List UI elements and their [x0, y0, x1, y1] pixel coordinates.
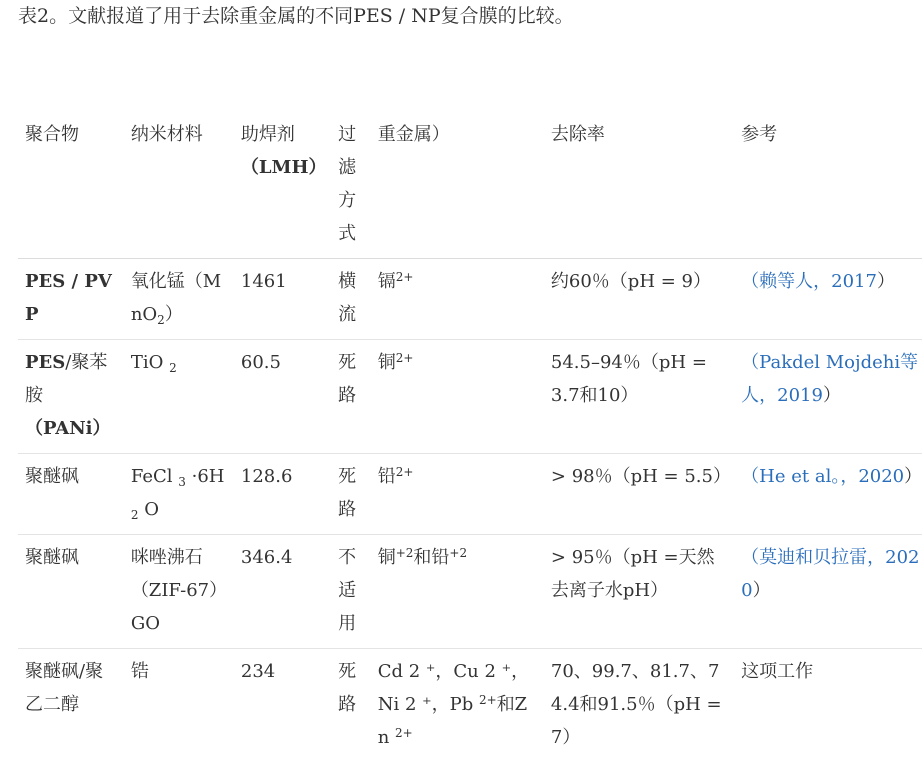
cell-reference[interactable]: （赖等人，2017） — [734, 259, 922, 340]
header-heavy-metal: 重金属） — [371, 112, 544, 259]
cell-heavy-metal: 镉$^{2+}$ — [371, 259, 544, 340]
cell-heavy-metal: 铜$^{2+}$ — [371, 340, 544, 454]
cell-heavy-metal: 铜$^{+2}$和铅$^{+2}$ — [371, 535, 544, 649]
header-flux — [234, 112, 331, 259]
header-flux-unit: （LMH） — [241, 157, 327, 178]
table-row — [18, 340, 922, 454]
cell-heavy-metal: 铅$^{2+}$ — [371, 454, 544, 535]
header-reference: 参考 — [734, 112, 922, 259]
cell-flux: 1461 — [234, 259, 331, 340]
cell-removal-rate: > 95％（pH =天然去离子水pH） — [544, 535, 734, 649]
cell-filtration-mode: 死路 — [331, 340, 371, 454]
table-row — [18, 259, 922, 340]
cell-nanomaterial: 咪唑沸石（ZIF-67）GO — [124, 535, 234, 649]
cell-reference: 这项工作 — [734, 649, 922, 762]
cell-filtration-mode: 横流 — [331, 259, 371, 340]
cell-filtration-mode: 死路 — [331, 454, 371, 535]
reference-link[interactable]: （Pakdel Mojdehi等人，2019 — [741, 352, 918, 406]
table-row — [18, 649, 922, 762]
cell-removal-rate: 70、99.7、81.7、74.4和91.5％（pH = 7） — [544, 649, 734, 762]
cell-flux: 346.4 — [234, 535, 331, 649]
cell-flux: 128.6 — [234, 454, 331, 535]
table-row — [18, 535, 922, 649]
header-flux-label: 助焊剂 — [241, 124, 295, 145]
cell-filtration-mode: 不适用 — [331, 535, 371, 649]
reference-link[interactable]: （He et al。，2020 — [741, 466, 904, 487]
comparison-table — [18, 112, 922, 762]
cell-polymer: PES/聚苯胺 （PANi） — [18, 340, 124, 454]
cell-polymer: 聚醚砜 — [18, 535, 124, 649]
cell-polymer: PES / PVP — [18, 259, 124, 340]
cell-flux: 60.5 — [234, 340, 331, 454]
table-row — [18, 454, 922, 535]
cell-reference[interactable]: （Pakdel Mojdehi等人，2019） — [734, 340, 922, 454]
header-filtration-mode: 过滤方式 — [331, 112, 371, 259]
cell-flux: 234 — [234, 649, 331, 762]
cell-filtration-mode: 死路 — [331, 649, 371, 762]
table-header-row — [18, 112, 922, 259]
cell-removal-rate: 约60％（pH = 9） — [544, 259, 734, 340]
cell-reference[interactable]: （He et al。，2020） — [734, 454, 922, 535]
header-polymer: 聚合物 — [18, 112, 124, 259]
reference-link[interactable]: （莫迪和贝拉雷，2020 — [741, 547, 919, 601]
cell-polymer: 聚醚砜/聚乙二醇 — [18, 649, 124, 762]
cell-reference[interactable]: （莫迪和贝拉雷，2020） — [734, 535, 922, 649]
cell-removal-rate: > 98％（pH = 5.5） — [544, 454, 734, 535]
cell-heavy-metal: Cd 2 ⁺，Cu 2 ⁺，Ni 2 ⁺，Pb $^{2+}$和Zn $^{2+}$ — [371, 649, 544, 762]
cell-nanomaterial: 氧化锰（MnO$_2$） — [124, 259, 234, 340]
header-nanomaterial: 纳米材料 — [124, 112, 234, 259]
cell-nanomaterial: FeCl $_3$ ·6H $_2$ O — [124, 454, 234, 535]
reference-link[interactable]: （赖等人，2017 — [741, 271, 877, 292]
table-caption: 表2。文献报道了用于去除重金属的不同PES / NP复合膜的比较。 — [18, 2, 574, 30]
cell-nanomaterial: TiO $_2$ — [124, 340, 234, 454]
cell-removal-rate: 54.5–94％（pH = 3.7和10） — [544, 340, 734, 454]
cell-polymer: 聚醚砜 — [18, 454, 124, 535]
header-removal-rate: 去除率 — [544, 112, 734, 259]
cell-nanomaterial: 锆 — [124, 649, 234, 762]
